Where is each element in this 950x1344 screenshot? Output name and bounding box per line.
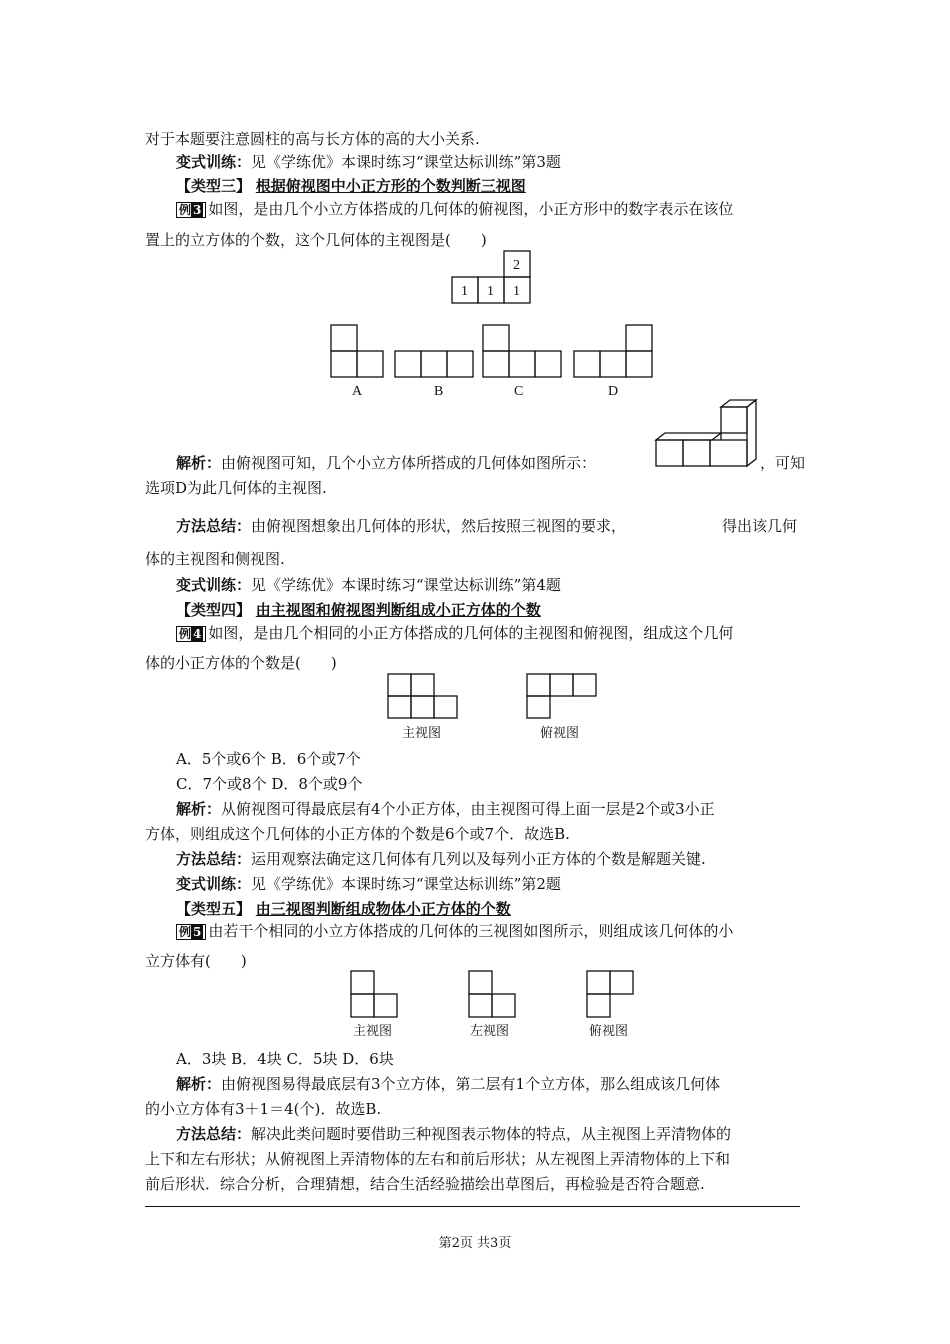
svg-text:A: A [352, 384, 363, 399]
front-view-caption: 主视图 [402, 726, 442, 741]
example-3-line2: 置上的立方体的个数，这个几何体的主视图是( ) [145, 231, 487, 249]
example-badge: 例 3 [176, 202, 206, 218]
example-4-line2: 体的小正方体的个数是( ) [145, 654, 337, 672]
variant-label: 变式训练： [176, 153, 252, 171]
options-figure [330, 323, 660, 401]
method-3: 方法总结：由俯视图想象出几何体的形状，然后按照三视图的要求， [176, 517, 627, 535]
grid-number: 2 [513, 258, 520, 273]
method-3-end: 得出该几何 [722, 517, 798, 535]
example-5-line1: 例 5 由若干个相同的小立方体搭成的几何体的三视图如图所示，则组成该几何体的小 [176, 920, 810, 942]
svg-text:C: C [514, 384, 524, 399]
top-view-figure [526, 673, 601, 721]
cube-solid-sketch [655, 399, 759, 469]
left-view-caption: 左视图 [470, 1024, 510, 1039]
analysis-5-line2: 的小立方体有3＋1＝4(个)．故选B. [145, 1100, 382, 1118]
svg-text:B: B [434, 384, 444, 399]
left-view-figure [468, 970, 520, 1020]
option-a-figure [331, 325, 383, 399]
top-view-caption: 俯视图 [540, 726, 580, 741]
text-line: 对于本题要注意圆柱的高与长方体的高的大小关系. [145, 130, 480, 148]
analysis-4: 解析：从俯视图可得最底层有4个小正方体，由主视图可得上面一层是2个或3小正 [176, 800, 715, 818]
option-c-figure [483, 325, 561, 399]
method-5-line2: 上下和左右形状；从俯视图上弄清物体的左右和前后形状；从左视图上弄清物体的上下和 [145, 1150, 731, 1168]
option-b-figure [395, 351, 473, 399]
analysis-3-end: ，可知 [760, 454, 806, 472]
type-heading [176, 175, 810, 197]
analysis-5: 解析：由俯视图易得最底层有3个立方体，第二层有1个立方体，那么组成该几何体 [176, 1075, 721, 1093]
variant-training: 变式训练：见《学练优》本课时练习“课堂达标训练”第4题 [176, 576, 561, 594]
example-badge: 例 5 [176, 924, 206, 940]
variant-training [176, 151, 810, 173]
grid-number: 1 [513, 284, 520, 299]
analysis-3-line2: 选项D为此几何体的主视图. [145, 479, 327, 497]
front-view-figure [350, 970, 402, 1020]
type-bracket: 【类型三】 [176, 177, 252, 195]
top-view-figure [586, 970, 638, 1020]
top-view-caption: 俯视图 [589, 1024, 629, 1039]
analysis-3: 解析：由俯视图可知，几个小立方体所搭成的几何体如图所示： [176, 454, 597, 472]
page-footer: 第2页 共3页 [438, 1236, 512, 1251]
option-d-figure [574, 325, 652, 399]
variant-training: 变式训练：见《学练优》本课时练习“课堂达标训练”第2题 [176, 875, 561, 893]
method-5: 方法总结：解决此类问题时要借助三种视图表示物体的特点，从主视图上弄清物体的 [176, 1125, 732, 1143]
analysis-4-line2: 方体，则组成这个几何体的小正方体的个数是6个或7个．故选B. [145, 825, 570, 843]
footer-rule [145, 1206, 800, 1207]
method-4: 方法总结：运用观察法确定这几何体有几列以及每列小正方体的个数是解题关键. [176, 850, 706, 868]
type-heading: 【类型四】 由主视图和俯视图判断组成小正方体的个数 [176, 601, 541, 619]
example-3-line1: 例 3 如图，是由几个小立方体搭成的几何体的俯视图，小正方形中的数字表示在该位 [176, 198, 810, 220]
type-heading: 【类型五】 由三视图判断组成物体小正方体的个数 [176, 900, 511, 918]
top-view-grid [451, 250, 541, 306]
options-line: A．3块 B．4块 C．5块 D．6块 [176, 1050, 394, 1068]
method-3-line2: 体的主视图和侧视图. [145, 550, 285, 568]
svg-text:D: D [608, 384, 619, 399]
options-line: A．5个或6个 B．6个或7个 [176, 750, 361, 768]
example-badge: 例 4 [176, 626, 206, 642]
grid-number: 1 [487, 284, 494, 299]
options-line: C．7个或8个 D．8个或9个 [176, 775, 363, 793]
method-5-line3: 前后形状．综合分析，合理猜想，结合生活经验描绘出草图后，再检验是否符合题意. [145, 1175, 705, 1193]
variant-text: 见《学练优》本课时练习“课堂达标训练”第3题 [251, 153, 561, 171]
front-view-caption: 主视图 [353, 1024, 393, 1039]
type-title: 根据俯视图中小正方形的个数判断三视图 [255, 177, 526, 195]
grid-number: 1 [461, 284, 468, 299]
example-5-line2: 立方体有( ) [145, 952, 247, 970]
example-4-line1: 例 4 如图，是由几个相同的小正方体搭成的几何体的主视图和俯视图，组成这个几何 [176, 622, 810, 644]
front-view-figure [387, 673, 462, 721]
